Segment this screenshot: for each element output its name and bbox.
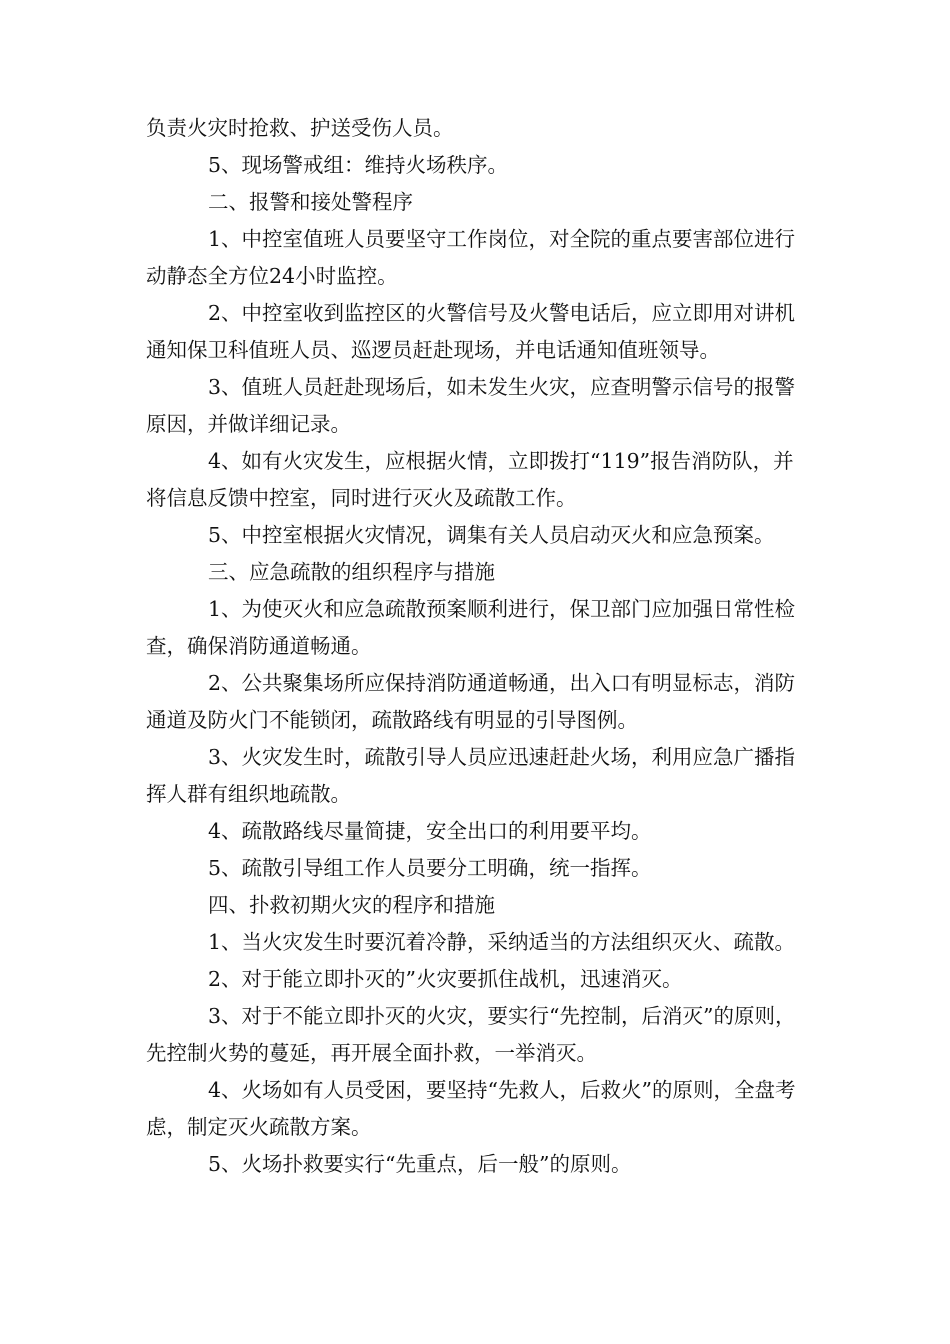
paragraph-item: 3、值班人员赶赴现场后，如未发生火灾，应查明警示信号的报警原因，并做详细记录。 xyxy=(146,375,796,436)
paragraph-item: 4、如有火灾发生，应根据火情，立即拨打“119”报告消防队，并将信息反馈中控室，同时进行灭火及疏散工作。 xyxy=(146,449,794,510)
paragraph-item: 2、中控室收到监控区的火警信号及火警电话后，应立即用对讲机通知保卫科值班人员、巡逻员赶赴现场，并电话通知值班领导。 xyxy=(146,301,796,362)
section-heading: 二、报警和接处警程序 xyxy=(208,190,413,214)
section-heading: 三、应急疏散的组织程序与措施 xyxy=(208,560,495,584)
document-page xyxy=(146,110,814,1183)
paragraph-item: 4、火场如有人员受困，要坚持“先救人，后救火”的原则，全盘考虑，制定灭火疏散方案。 xyxy=(146,1078,796,1139)
paragraph-item: 5、疏散引导组工作人员要分工明确，统一指挥。 xyxy=(208,856,652,880)
paragraph-item: 1、中控室值班人员要坚守工作岗位，对全院的重点要害部位进行动静态全方位24小时监控。 xyxy=(146,227,796,288)
paragraph-item: 1、为使灭火和应急疏散预案顺利进行，保卫部门应加强日常性检查，确保消防通道畅通。 xyxy=(146,597,796,658)
paragraph-item: 5、中控室根据火灾情况，调集有关人员启动灭火和应急预案。 xyxy=(208,523,775,547)
paragraph-item: 3、火灾发生时，疏散引导人员应迅速赶赴火场，利用应急广播指挥人群有组织地疏散。 xyxy=(146,745,796,806)
paragraph-item: 2、公共聚集场所应保持消防通道畅通，出入口有明显标志，消防通道及防火门不能锁闭，疏散路线有明显的引导图例。 xyxy=(146,671,796,732)
paragraph-item: 3、对于不能立即扑灭的火灾，要实行“先控制，后消灭”的原则，先控制火势的蔓延，再开展全面扑救，一举消灭。 xyxy=(146,1004,796,1065)
paragraph-continuation: 负责火灾时抢救、护送受伤人员。 xyxy=(146,116,454,140)
paragraph-item: 4、疏散路线尽量简捷，安全出口的利用要平均。 xyxy=(208,819,652,843)
paragraph-item: 5、现场警戒组：维持火场秩序。 xyxy=(208,153,509,177)
paragraph-item: 5、火场扑救要实行“先重点，后一般”的原则。 xyxy=(208,1152,632,1176)
paragraph-item: 2、对于能立即扑灭的”火灾要抓住战机，迅速消灭。 xyxy=(208,967,683,991)
section-heading: 四、扑救初期火灾的程序和措施 xyxy=(208,893,495,917)
paragraph-item: 1、当火灾发生时要沉着冷静，采纳适当的方法组织灭火、疏散。 xyxy=(208,930,796,954)
